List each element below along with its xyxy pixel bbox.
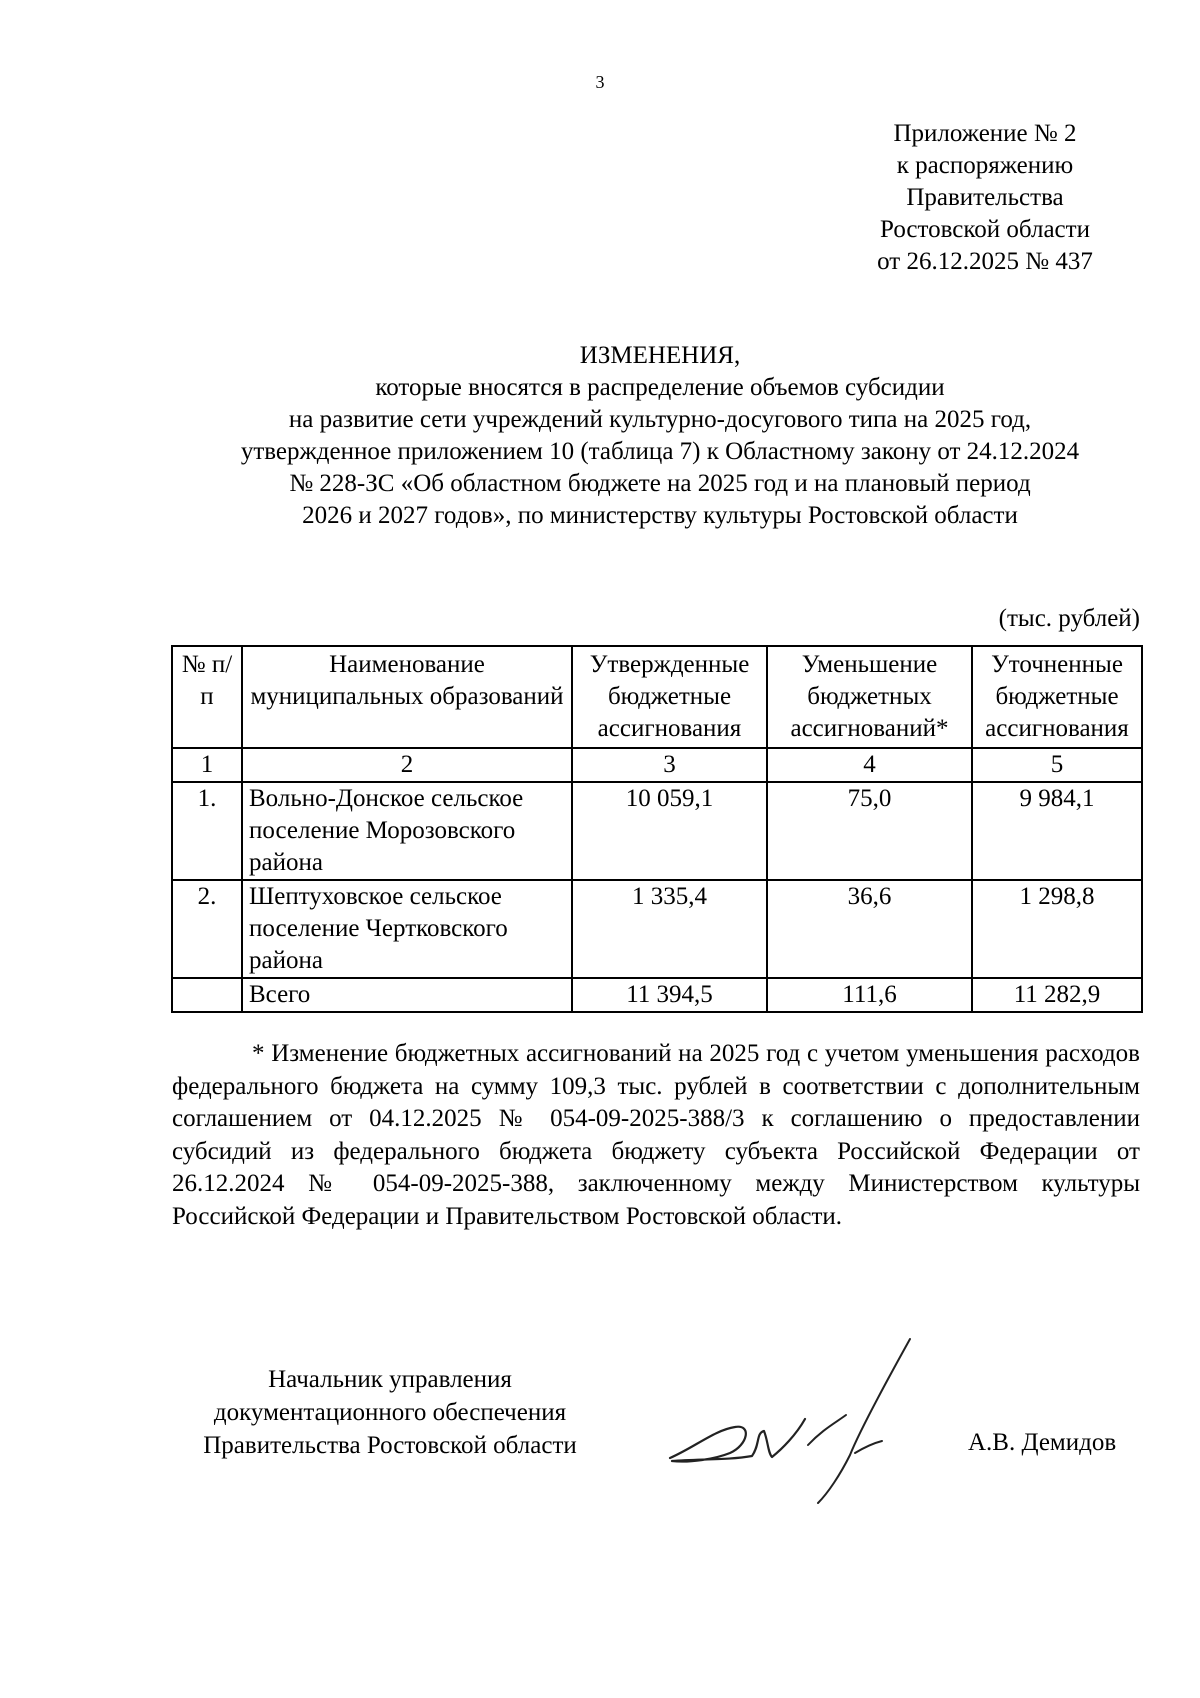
signatory-title-line: Правительства Ростовской области (203, 1432, 577, 1459)
row-adjusted: 9 984,1 (972, 782, 1142, 880)
index-cell: 3 (572, 748, 767, 782)
row-name: Вольно-Донское сельское поселение Морозовского района (242, 782, 572, 880)
row-approved: 10 059,1 (572, 782, 767, 880)
total-number-empty (172, 978, 242, 1012)
table-index-row (172, 748, 1142, 782)
row-approved: 1 335,4 (572, 880, 767, 978)
index-cell: 2 (242, 748, 572, 782)
header-approved: Утвержденные бюджетные ассигнования (572, 646, 767, 748)
total-adjusted: 11 282,9 (972, 978, 1142, 1012)
index-cell: 4 (767, 748, 972, 782)
row-name: Шептуховское сельское поселение Чертковского района (242, 880, 572, 978)
total-approved: 11 394,5 (572, 978, 767, 1012)
appendix-line: Приложение № 2 (893, 120, 1077, 147)
header-decrease: Уменьшение бюджетных ассигнований* (767, 646, 972, 748)
row-number: 1. (172, 782, 242, 880)
appendix-line: к распоряжению (896, 152, 1074, 179)
title-line: утвержденное приложением 10 (таблица 7) к Областному закону от 24.12.2024 (240, 438, 1080, 465)
title-heading: ИЗМЕНЕНИЯ, (579, 342, 741, 369)
signatory-title (170, 1363, 610, 1462)
appendix-line: Правительства (906, 184, 1064, 211)
title-line: № 228-ЗС «Об областном бюджете на 2025 год и на плановый период (289, 470, 1031, 497)
title-line: 2026 и 2027 годов», по министерству культуры Ростовской области (302, 502, 1018, 529)
signatory-name: А.В. Демидов (968, 1429, 1117, 1456)
signatory-title-line: документационного обеспечения (213, 1399, 567, 1426)
table-total-row (172, 978, 1142, 1012)
total-label: Всего (242, 978, 572, 1012)
table-header-row (172, 646, 1142, 748)
signatory-title-line: Начальник управления (268, 1366, 512, 1393)
index-cell: 1 (172, 748, 242, 782)
header-name: Наименование муниципальных образований (242, 646, 572, 748)
appendix-header (820, 118, 1150, 278)
table-row (172, 880, 1142, 978)
row-adjusted: 1 298,8 (972, 880, 1142, 978)
units-label: (тыс. рублей) (998, 605, 1140, 632)
title-line: на развитие сети учреждений культурно-досугового типа на 2025 год, (288, 406, 1032, 433)
appendix-line: от 26.12.2025 № 437 (877, 248, 1093, 275)
handwritten-signature (660, 1335, 920, 1505)
title-line: которые вносятся в распределение объемов субсидии (375, 374, 945, 401)
page-number: 3 (595, 72, 605, 92)
row-decrease: 36,6 (767, 880, 972, 978)
index-cell: 5 (972, 748, 1142, 782)
budget-table (171, 645, 1143, 1013)
header-adjusted: Уточненные бюджетные ассигнования (972, 646, 1142, 748)
document-title (110, 340, 1200, 532)
header-number: № п/п (172, 646, 242, 748)
table-row (172, 782, 1142, 880)
total-decrease: 111,6 (767, 978, 972, 1012)
appendix-line: Ростовской области (880, 216, 1090, 243)
footnote: * Изменение бюджетных ассигнований на 2025 год с учетом уменьшения расходов федерального бюджета на сумму 109,3 тыс. рублей в соответствии с дополнительным соглашением от 04.12.2025 № 054-09-2025-388/3 к соглашению о предоставлении субсидий из федерального бюджета бюджету субъекта Российской Федерации от 26.12.2024 № 054-09-2025-388, заключенному между Министерством культуры Российской Федерации и Правительством Ростовской области. (172, 1040, 1140, 1230)
row-decrease: 75,0 (767, 782, 972, 880)
row-number: 2. (172, 880, 242, 978)
